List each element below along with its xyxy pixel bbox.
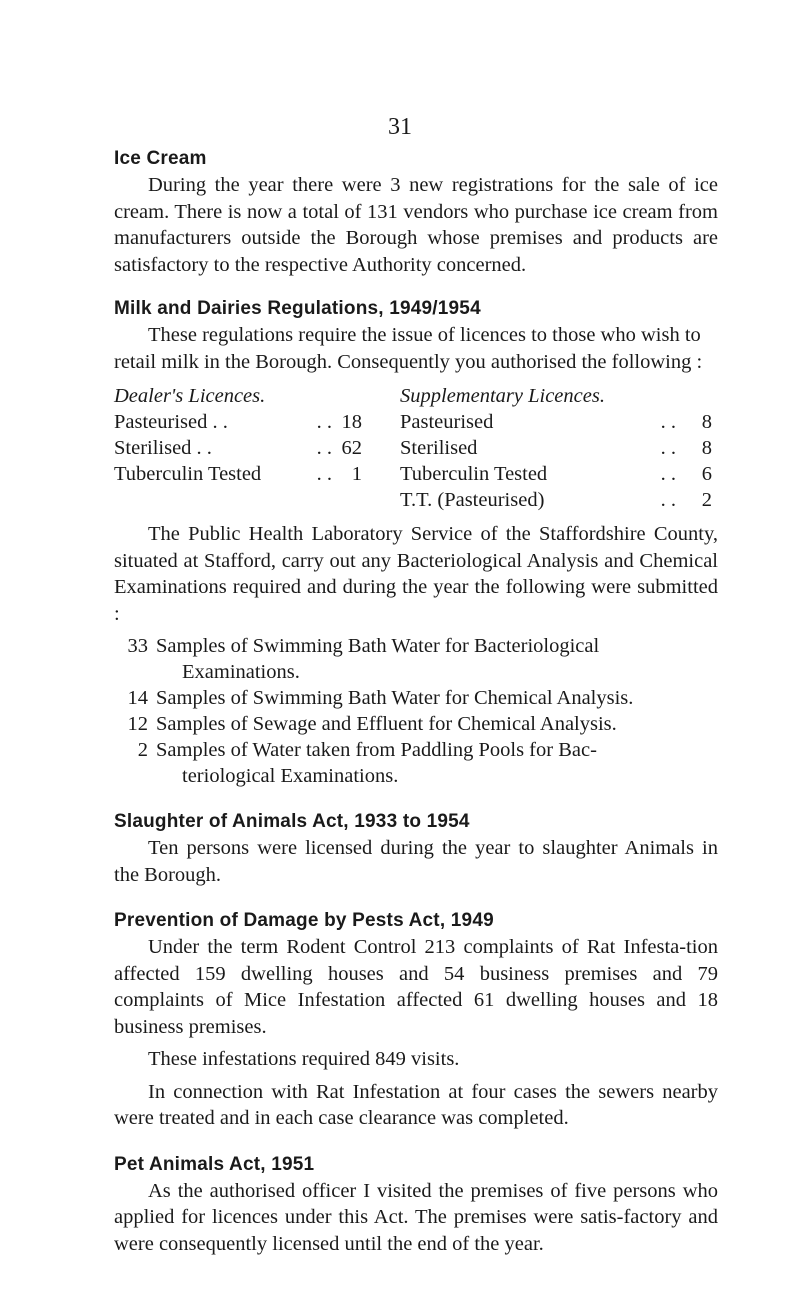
supplementary-licence-count: 8	[701, 437, 712, 459]
page-number: 31	[388, 114, 412, 140]
supplementary-licence-count: 8	[701, 411, 712, 433]
section-milk-dairies	[114, 298, 718, 789]
section-heading: Slaughter of Animals Act, 1933 to 1954	[114, 811, 470, 832]
dealers-licences-heading: Dealer's Licences.	[114, 385, 266, 407]
licence-row	[114, 409, 718, 435]
samples-list	[114, 633, 718, 789]
section-heading: Ice Cream	[114, 148, 207, 169]
sample-description-line: teriological Examinations.	[182, 765, 399, 787]
dealer-licence-count: 18	[341, 411, 362, 433]
paragraph: These regulations require the issue of licences to those who wish to retail milk in the Borough. Consequently you authorised the following :	[114, 324, 703, 373]
licence-table	[114, 383, 718, 513]
sample-description-line: Samples of Swimming Bath Water for Bacteriological	[156, 635, 600, 657]
supplementary-licence-label: Pasteurised	[400, 411, 494, 433]
paragraph: The Public Health Laboratory Service of the Staffordshire County, situated at Stafford, carry out any Bacteriological Analysis and Chemical Examinations required and during the year the following were submitted :	[114, 523, 718, 625]
dealer-licence-label: Pasteurised . .	[114, 411, 228, 433]
sample-list-item	[114, 737, 718, 789]
section-heading: Milk and Dairies Regulations, 1949/1954	[114, 298, 481, 319]
sample-count: 14	[127, 687, 148, 709]
sample-count: 12	[127, 713, 148, 735]
paragraph: These infestations required 849 visits.	[148, 1048, 460, 1070]
licence-row	[114, 487, 718, 513]
leader-dots: . .	[660, 411, 676, 433]
licence-table-header	[114, 383, 718, 409]
leader-dots: . .	[316, 411, 332, 433]
sample-list-item	[114, 685, 718, 711]
dealer-licence-label	[114, 487, 302, 513]
leader-dots: . .	[316, 437, 332, 459]
paragraph: During the year there were 3 new registrations for the sale of ice cream. There is now a total of 131 vendors who purchase ice cream from manufacturers outside the Borough whose premises and products are satisfactory to the respective Authority concerned.	[114, 174, 718, 276]
sample-description	[148, 711, 617, 737]
dealer-licence-count: 62	[341, 437, 362, 459]
sample-count: 2	[137, 739, 148, 761]
sample-description	[148, 685, 633, 711]
paragraph: As the authorised officer I visited the premises of five persons who applied for licences under this Act. The premises were satis-factory and were consequently licensed until the end of the year.	[114, 1179, 718, 1255]
leader-dots: . .	[660, 463, 676, 485]
dealer-licence-label: Sterilised . .	[114, 437, 212, 459]
dealer-licence-count	[332, 487, 362, 513]
leader-dots: . .	[660, 489, 676, 511]
sample-description-line: Samples of Sewage and Effluent for Chemical Analysis.	[156, 713, 617, 735]
section-pets	[114, 1154, 718, 1258]
section-heading: Prevention of Damage by Pests Act, 1949	[114, 910, 494, 931]
paragraph: In connection with Rat Infestation at four cases the sewers nearby were treated and in each case clearance was completed.	[114, 1080, 718, 1129]
licence-row	[114, 435, 718, 461]
section-heading: Pet Animals Act, 1951	[114, 1153, 315, 1175]
section-pests	[114, 910, 718, 1132]
supplementary-licence-label: Tuberculin Tested	[400, 463, 548, 485]
sample-description-line: Samples of Swimming Bath Water for Chemical Analysis.	[156, 687, 634, 709]
sample-count: 33	[127, 635, 148, 657]
section-ice-cream	[114, 148, 718, 278]
sample-list-item	[114, 711, 718, 737]
paragraph: Under the term Rodent Control 213 complaints of Rat Infesta-tion affected 159 dwelling houses and 54 business premises and 79 complaints of Mice Infestation affected 61 dwelling houses and 18 business premises.	[114, 936, 718, 1038]
dealer-licence-label: Tuberculin Tested	[114, 463, 262, 485]
supplementary-licence-label: T.T. (Pasteurised)	[400, 489, 545, 511]
sample-description	[148, 633, 599, 685]
sample-description-line: Examinations.	[182, 661, 300, 683]
supplementary-licences-heading: Supplementary Licences.	[400, 385, 605, 407]
leader-dots: . .	[316, 463, 332, 485]
section-slaughter	[114, 811, 718, 888]
supplementary-licence-count: 6	[701, 463, 712, 485]
leader-dots	[302, 487, 332, 513]
supplementary-licence-label: Sterilised	[400, 437, 478, 459]
page-content	[114, 148, 718, 1277]
sample-list-item	[114, 633, 718, 685]
sample-description	[148, 737, 597, 789]
licence-row	[114, 461, 718, 487]
paragraph: Ten persons were licensed during the year to slaughter Animals in the Borough.	[114, 837, 718, 886]
supplementary-licence-count: 2	[701, 489, 712, 511]
dealer-licence-count: 1	[351, 463, 362, 485]
leader-dots: . .	[660, 437, 676, 459]
sample-description-line: Samples of Water taken from Paddling Pools for Bac-	[156, 739, 597, 761]
